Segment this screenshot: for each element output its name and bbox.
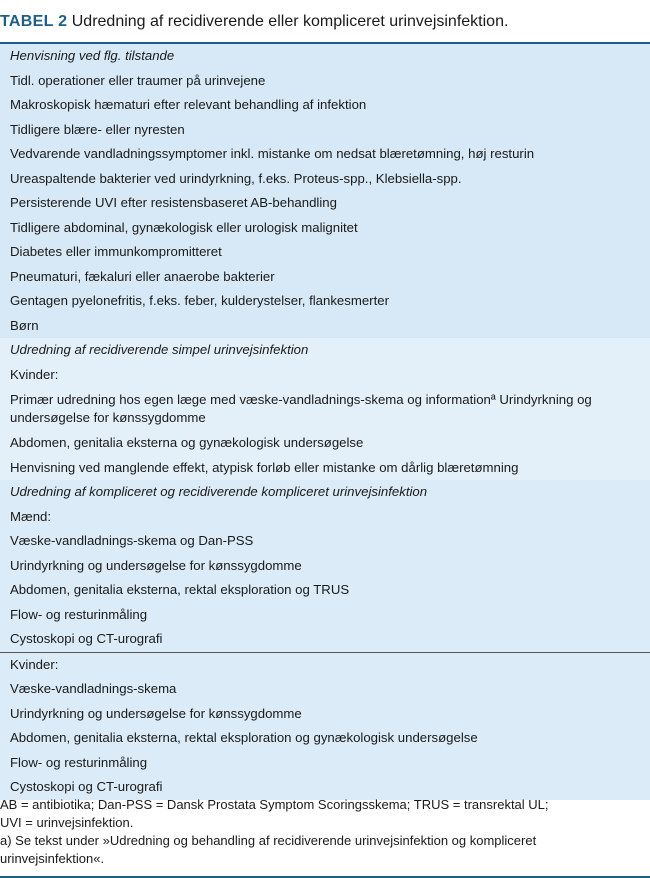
table-row: Kvinder: <box>0 653 650 678</box>
table-row: Urindyrkning og undersøgelse for kønssygdomme <box>0 554 650 579</box>
table-row: Persisterende UVI efter resistensbaseret AB-behandling <box>0 191 650 216</box>
table-title-text: Udredning af recidiverende eller kompliceret urinvejsinfektion. <box>67 13 509 30</box>
table-footnotes <box>0 796 640 868</box>
table-row: Tidligere abdominal, gynækologisk eller urologisk malignitet <box>0 216 650 241</box>
table-row: Makroskopisk hæmaturi efter relevant behandling af infektion <box>0 93 650 118</box>
table-row: Vedvarende vandladningssymptomer inkl. mistanke om nedsat blæretømning, høj resturin <box>0 142 650 167</box>
table-row: Tidligere blære- eller nyresten <box>0 118 650 143</box>
table-row: Henvisning ved manglende effekt, atypisk forløb eller mistanke om dårlig blæretømning <box>0 456 650 481</box>
section-heading: Henvisning ved flg. tilstande <box>0 44 650 69</box>
table-row: Væske-vandladnings-skema og Dan-PSS <box>0 529 650 554</box>
footnote-line: a) Se tekst under »Udredning og behandling af recidiverende urinvejsinfektion og kompliceret <box>0 833 537 848</box>
table-row: Gentagen pyelonefritis, f.eks. feber, kulderystelser, flankesmerter <box>0 289 650 314</box>
section-heading: Udredning af kompliceret og recidiverende kompliceret urinvejsinfektion <box>0 480 650 505</box>
table-row: Pneumaturi, fækaluri eller anaerobe bakterier <box>0 265 650 290</box>
table-row: Cystoskopi og CT-urografi <box>0 627 650 652</box>
table-row: Urindyrkning og undersøgelse for kønssygdomme <box>0 702 650 727</box>
table-body <box>0 44 650 800</box>
table-row: Ureaspaltende bakterier ved urindyrkning, f.eks. Proteus-spp., Klebsiella-spp. <box>0 167 650 192</box>
table-row: Diabetes eller immunkompromitteret <box>0 240 650 265</box>
table-row: Abdomen, genitalia eksterna og gynækologisk undersøgelse <box>0 431 650 456</box>
section-heading: Udredning af recidiverende simpel urinvejsinfektion <box>0 338 650 363</box>
table-row: Flow- og resturinmåling <box>0 603 650 628</box>
table-row: Kvinder: <box>0 363 650 388</box>
table-row: Primær udredning hos egen læge med væske-vandladnings-skema og informationª Urindyrkning og undersøgelse for kønssygdomme <box>0 387 650 431</box>
table-title <box>0 0 650 42</box>
table-row: Tidl. operationer eller traumer på urinvejene <box>0 69 650 94</box>
table-label: TABEL 2 <box>0 13 68 30</box>
table-row: Mænd: <box>0 505 650 530</box>
table-row: Flow- og resturinmåling <box>0 751 650 776</box>
footnote-line: AB = antibiotika; Dan-PSS = Dansk Prostata Symptom Scoringsskema; TRUS = transrektal UL; <box>0 797 549 812</box>
table-row: Abdomen, genitalia eksterna, rektal eksploration og TRUS <box>0 578 650 603</box>
table-row: Væske-vandladnings-skema <box>0 677 650 702</box>
table-row: Cystoskopi og CT-urografi <box>0 775 650 800</box>
footnote-line: UVI = urinvejsinfektion. <box>0 815 134 830</box>
footnote-line: urinvejsinfektion«. <box>0 851 105 866</box>
table-row: Abdomen, genitalia eksterna, rektal eksploration og gynækologisk undersøgelse <box>0 726 650 751</box>
table-row: Børn <box>0 314 650 339</box>
